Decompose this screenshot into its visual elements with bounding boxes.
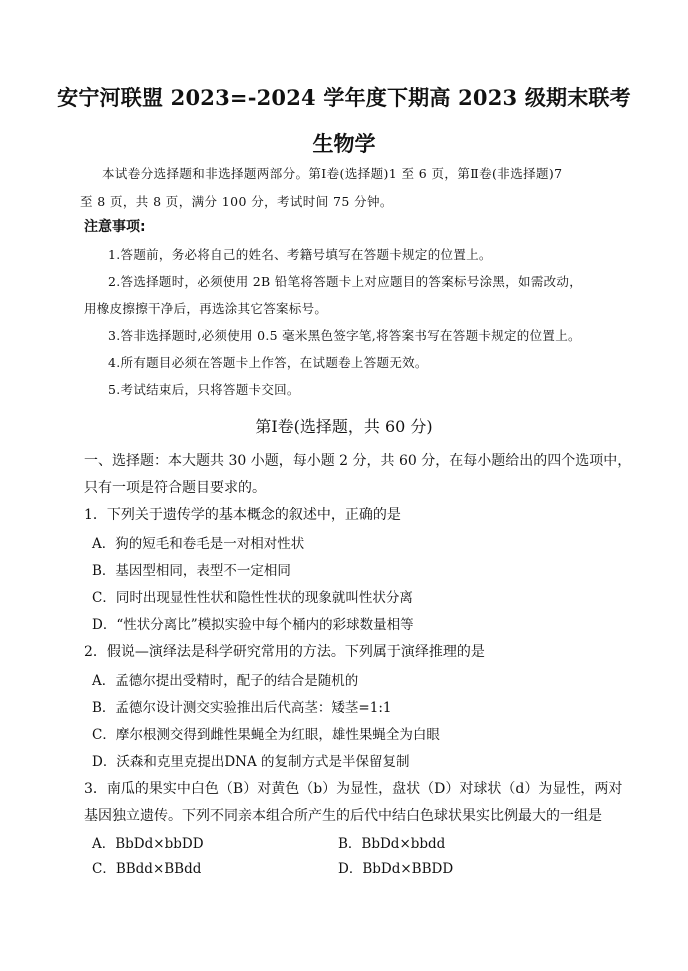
question-3-option-c: C．BBdd×BBdd (92, 861, 202, 877)
intro-line-2: 至 8 页，共 8 页，满分 100 分，考试时间 75 分钟。 (80, 194, 393, 209)
exam-intro (82, 160, 606, 216)
question-2-option-a: A．孟德尔提出受精时，配子的结合是随机的 (92, 673, 359, 689)
intro-line-1: 本试卷分选择题和非选择题两部分。第Ⅰ卷(选择题)1 至 6 页，第Ⅱ卷(非选择题)7 (102, 166, 563, 181)
question-2-option-b: B．孟德尔设计测交实验推出后代高茎：矮茎=1:1 (92, 700, 392, 716)
question-1-option-d: D．“性状分离比”模拟实验中每个桶内的彩球数量相等 (92, 617, 414, 633)
question-1-option-c: C．同时出现显性性状和隐性性状的现象就叫性状分离 (92, 590, 413, 606)
exam-title: 安宁河联盟 2023=-2024 学年度下期高 2023 级期末联考 (57, 85, 631, 110)
note-3: 3.答非选择题时,必须使用 0.5 毫米黑色签字笔,将答案书写在答题卡规定的位置上。 (108, 328, 581, 343)
question-1-option-b: B．基因型相同，表型不一定相同 (92, 563, 291, 579)
question-3-option-b: B．BbDd×bbdd (338, 836, 446, 852)
note-4: 4.所有题目必须在答题卡上作答，在试题卷上答题无效。 (108, 355, 428, 370)
question-3-option-a: A．BbDd×bbDD (92, 836, 204, 852)
section-title: 第Ⅰ卷(选择题，共 60 分) (255, 417, 433, 436)
question-3-stem-a: 3．南瓜的果实中白色（B）对黄色（b）为显性，盘状（D）对球状（d）为显性，两对 (84, 781, 623, 797)
question-3-option-d: D．BbDd×BBDD (338, 861, 454, 877)
part1-intro-a: 一、选择题：本大题共 30 小题，每小题 2 分，共 60 分，在每小题给出的四个选项中， (84, 453, 632, 469)
question-1-stem: 1．下列关于遗传学的基本概念的叙述中，正确的是 (84, 507, 401, 523)
note-2b: 用橡皮擦擦干净后，再选涂其它答案标号。 (84, 301, 328, 316)
question-3-stem-b: 基因独立遗传。下列不同亲本组合所产生的后代中结白色球状果实比例最大的一组是 (84, 808, 602, 824)
part1-intro-b: 只有一项是符合题目要求的。 (84, 480, 266, 496)
subject-title: 生物学 (312, 131, 376, 156)
question-2-stem: 2．假说—演绎法是科学研究常用的方法。下列属于演绎推理的是 (84, 644, 485, 660)
note-2a: 2.答选择题时，必须使用 2B 铅笔将答题卡上对应题目的答案标号涂黑，如需改动， (108, 274, 583, 289)
note-5: 5.考试结束后，只将答题卡交回。 (108, 382, 300, 397)
question-2-option-d: D．沃森和克里克提出DNA 的复制方式是半保留复制 (92, 754, 410, 770)
question-1-option-a: A．狗的短毛和卷毛是一对相对性状 (92, 536, 305, 552)
question-2-option-c: C．摩尔根测交得到雌性果蝇全为红眼，雄性果蝇全为白眼 (92, 727, 440, 743)
notes-heading: 注意事项: (84, 219, 146, 235)
note-1: 1.答题前，务必将自己的姓名、考籍号填写在答题卡规定的位置上。 (108, 247, 492, 262)
